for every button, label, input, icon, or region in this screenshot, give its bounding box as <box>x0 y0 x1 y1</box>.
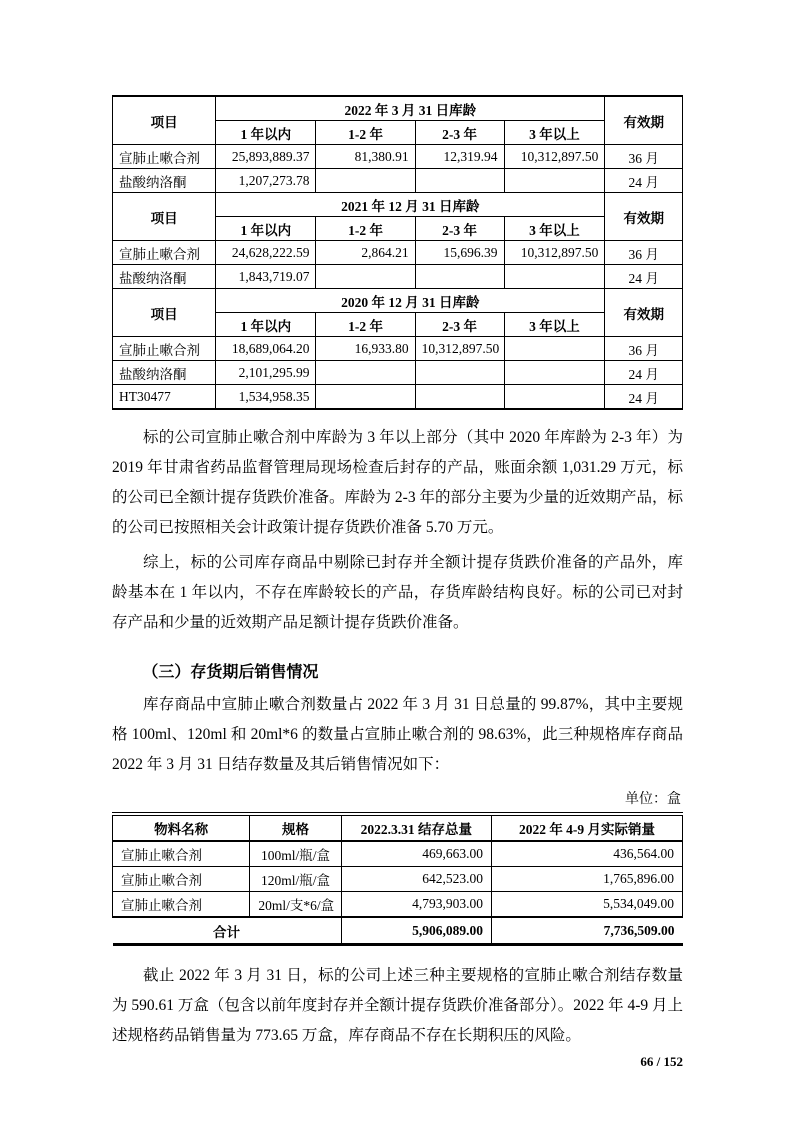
cell-validity: 24 月 <box>605 385 683 410</box>
cell-within1: 1,207,273.78 <box>216 169 316 193</box>
cell-within1: 1,534,958.35 <box>216 385 316 410</box>
cell-over3 <box>504 337 605 361</box>
col-header-validity: 有效期 <box>605 96 683 145</box>
post-period-sales-table <box>112 812 683 946</box>
paragraph-aging-summary: 综上，标的公司库存商品中剔除已封存并全额计提存货跌价准备的产品外，库龄基本在 1 年以内，不存在库龄较长的产品，存货库龄结构良好。标的公司已对封存产品和少量的近效期产品足额计提存货跌价准备。 <box>112 554 683 631</box>
col-header-over3: 3 年以上 <box>504 217 605 241</box>
cell-over3 <box>504 169 605 193</box>
col-header-balance: 2022.3.31 结存总量 <box>341 814 491 841</box>
col-header-over3: 3 年以上 <box>504 121 605 145</box>
col-header-1to2: 1-2 年 <box>316 217 415 241</box>
item-name: 宣肺止嗽合剂 <box>113 145 216 169</box>
unit-label: 单位：盒 <box>625 792 681 807</box>
cell-1to2 <box>316 265 415 289</box>
material-name: 宣肺止嗽合剂 <box>113 867 250 892</box>
col-header-1to2: 1-2 年 <box>316 121 415 145</box>
material-name: 宣肺止嗽合剂 <box>113 841 250 867</box>
aging-section-2022 <box>113 96 683 193</box>
cell-2to3: 15,696.39 <box>415 241 504 265</box>
col-header-1to2: 1-2 年 <box>316 313 415 337</box>
cell-2to3 <box>415 361 504 385</box>
cell-2to3 <box>415 385 504 410</box>
actual-sales-qty: 1,765,896.00 <box>492 867 683 892</box>
balance-qty: 4,793,903.00 <box>341 892 491 918</box>
actual-sales-qty: 5,534,049.00 <box>492 892 683 918</box>
cell-over3 <box>504 385 605 410</box>
cell-within1: 25,893,889.37 <box>216 145 316 169</box>
spec: 20ml/支*6/盒 <box>250 892 341 918</box>
table-row <box>113 892 683 918</box>
cell-validity: 36 月 <box>605 241 683 265</box>
cell-validity: 24 月 <box>605 169 683 193</box>
cell-1to2 <box>316 385 415 410</box>
section-heading: （三）存货期后销售情况 <box>142 664 319 681</box>
col-header-material: 物料名称 <box>113 814 250 841</box>
item-name: 盐酸纳洛酮 <box>113 265 216 289</box>
material-name: 宣肺止嗽合剂 <box>113 892 250 918</box>
col-header-2to3: 2-3 年 <box>415 313 504 337</box>
table-row <box>113 241 683 265</box>
actual-sales-qty: 436,564.00 <box>492 841 683 867</box>
cell-1to2: 2,864.21 <box>316 241 415 265</box>
cell-within1: 2,101,295.99 <box>216 361 316 385</box>
section-title-2020: 2020 年 12 月 31 日库龄 <box>216 289 605 313</box>
balance-qty: 469,663.00 <box>341 841 491 867</box>
col-header-2to3: 2-3 年 <box>415 121 504 145</box>
cell-within1: 18,689,064.20 <box>216 337 316 361</box>
item-name: 宣肺止嗽合剂 <box>113 241 216 265</box>
col-header-over3: 3 年以上 <box>504 313 605 337</box>
col-header-item: 项目 <box>113 289 216 337</box>
col-header-validity: 有效期 <box>605 289 683 337</box>
col-header-within1: 1 年以内 <box>216 217 316 241</box>
cell-over3: 10,312,897.50 <box>504 241 605 265</box>
cell-within1: 24,628,222.59 <box>216 241 316 265</box>
cell-validity: 36 月 <box>605 337 683 361</box>
col-header-spec: 规格 <box>250 814 341 841</box>
item-name: HT30477 <box>113 385 216 410</box>
item-name: 盐酸纳洛酮 <box>113 361 216 385</box>
table-row <box>113 361 683 385</box>
paragraph-conclusion: 截止 2022 年 3 月 31 日，标的公司上述三种主要规格的宣肺止嗽合剂结存数量为 590.61 万盒（包含以前年度封存并全额计提存货跌价准备部分）。2022 年 4-9 月上述规格药品销售量为 773.65 万盒，库存商品不存在长期积压的风险。 <box>112 967 683 1044</box>
paragraph-sales-intro: 库存商品中宣肺止嗽合剂数量占 2022 年 3 月 31 日总量的 99.87%，其中主要规格 100ml、120ml 和 20ml*6 的数量占宣肺止嗽合剂的 98.63%，此三种规格库存商品 2022 年 3 月 31 日结存数量及其后销售情况如下： <box>112 696 683 773</box>
item-name: 宣肺止嗽合剂 <box>113 337 216 361</box>
table-row <box>113 265 683 289</box>
cell-validity: 24 月 <box>605 265 683 289</box>
cell-2to3: 10,312,897.50 <box>415 337 504 361</box>
cell-over3 <box>504 361 605 385</box>
table-row <box>113 169 683 193</box>
cell-1to2 <box>316 169 415 193</box>
paragraph-aging-analysis: 标的公司宣肺止嗽合剂中库龄为 3 年以上部分（其中 2020 年库龄为 2-3 年）为 2019 年甘肃省药品监督管理局现场检查后封存的产品，账面余额 1,031.29 万元，标的公司已全额计提存货跌价准备。库龄为 2-3 年的部分主要为少量的近效期产品，标的公司已按照相关会计政策计提存货跌价准备 5.70 万元。 <box>112 429 683 536</box>
cell-validity: 36 月 <box>605 145 683 169</box>
col-header-item: 项目 <box>113 96 216 145</box>
cell-2to3: 12,319.94 <box>415 145 504 169</box>
cell-over3 <box>504 265 605 289</box>
col-header-validity: 有效期 <box>605 193 683 241</box>
spec: 120ml/瓶/盒 <box>250 867 341 892</box>
inventory-aging-table <box>112 95 683 410</box>
total-label: 合计 <box>113 917 342 945</box>
table-row <box>113 841 683 867</box>
section-title-2022: 2022 年 3 月 31 日库龄 <box>216 96 605 121</box>
aging-section-2021 <box>113 193 683 289</box>
aging-section-2020 <box>113 289 683 410</box>
col-header-2to3: 2-3 年 <box>415 217 504 241</box>
table-row <box>113 385 683 410</box>
col-header-within1: 1 年以内 <box>216 313 316 337</box>
page-number: 66 / 152 <box>640 1054 683 1069</box>
cell-1to2: 81,380.91 <box>316 145 415 169</box>
balance-qty: 642,523.00 <box>341 867 491 892</box>
cell-validity: 24 月 <box>605 361 683 385</box>
col-header-item: 项目 <box>113 193 216 241</box>
table-row <box>113 145 683 169</box>
cell-1to2: 16,933.80 <box>316 337 415 361</box>
cell-2to3 <box>415 265 504 289</box>
cell-1to2 <box>316 361 415 385</box>
table-row <box>113 867 683 892</box>
cell-2to3 <box>415 169 504 193</box>
col-header-within1: 1 年以内 <box>216 121 316 145</box>
total-balance: 5,906,089.00 <box>341 917 491 945</box>
spec: 100ml/瓶/盒 <box>250 841 341 867</box>
section-title-2021: 2021 年 12 月 31 日库龄 <box>216 193 605 217</box>
total-actual-sales: 7,736,509.00 <box>492 917 683 945</box>
item-name: 盐酸纳洛酮 <box>113 169 216 193</box>
cell-over3: 10,312,897.50 <box>504 145 605 169</box>
total-row <box>113 917 683 945</box>
cell-within1: 1,843,719.07 <box>216 265 316 289</box>
col-header-actual-sales: 2022 年 4-9 月实际销量 <box>492 814 683 841</box>
table-row <box>113 337 683 361</box>
